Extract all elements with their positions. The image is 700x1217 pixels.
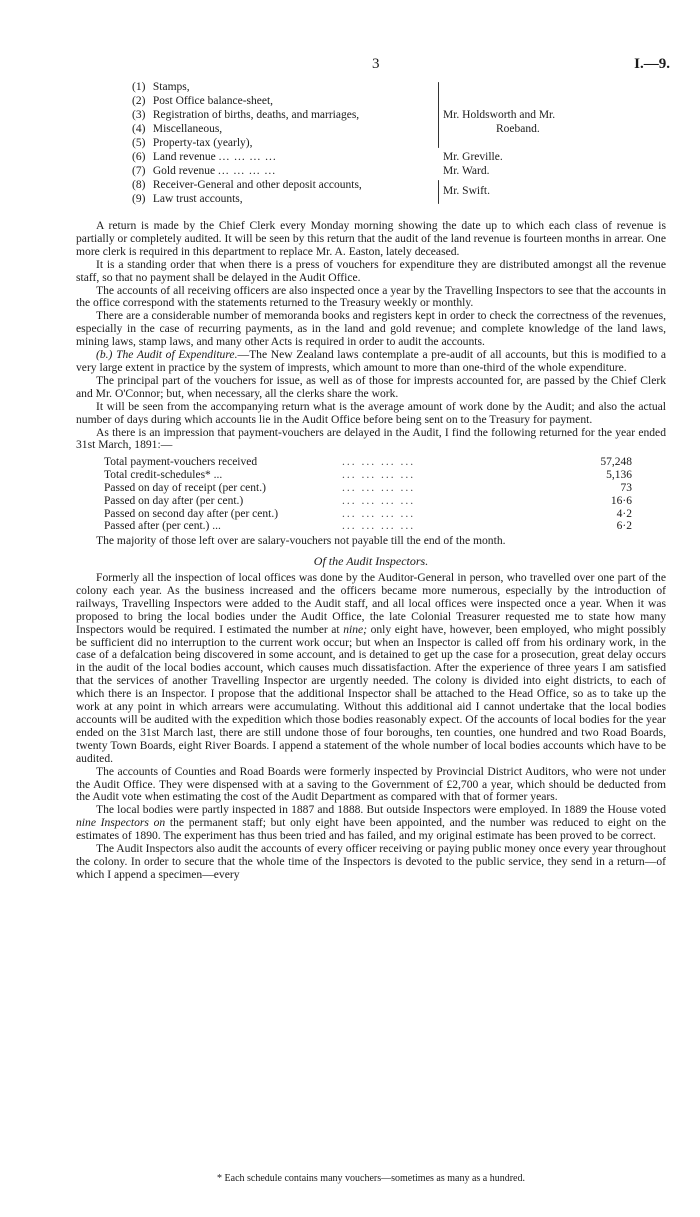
- page-number: 3: [372, 56, 380, 72]
- footnote: * Each schedule contains many vouchers—sometimes as many as a hundred.: [217, 1173, 525, 1184]
- table-note: The majority of those left over are salary-vouchers not payable till the end of the month.: [96, 534, 506, 548]
- list-item: (5) Property-tax (yearly),: [132, 137, 253, 149]
- brace-group-2: [438, 180, 439, 204]
- subsection-heading: (b.) The Audit of Expenditure.: [96, 348, 238, 362]
- paragraph: A return is made by the Chief Clerk every Monday morning showing the date up to which each class of revenue is partially or completely audited. It will be seen by this return that the audit of the land revenue is fourteen months in arrear. One more clerk is required in this department to replace Mr. A. Easton, lately deceased.: [76, 219, 666, 258]
- clerk-assignment: Mr. Swift.: [443, 185, 490, 197]
- table-row: Passed on day after (per cent.) ... ... ... ... 16·6: [104, 494, 632, 507]
- paragraph: It will be seen from the accompanying return what is the average amount of work done by the Audit; and also the actual number of days during which accounts lie in the Audit Office before being sent on to the Treasury for payment.: [76, 399, 666, 426]
- revenue-list: [76, 80, 666, 220]
- paragraph: It is a standing order that when there is a press of vouchers for expenditure they are distributed amongst all the revenue staff, so that no payment shall be delayed in the Audit Office.: [76, 257, 666, 284]
- list-item: (4) Miscellaneous,: [132, 123, 223, 135]
- table-row: Passed on second day after (per cent.) ... ... ... ... 4·2: [104, 507, 632, 520]
- list-item: (3) Registration of births, deaths, and marriages,: [132, 109, 360, 121]
- paragraph: The accounts of Counties and Road Boards were formerly inspected by Provincial District Auditors, who were not under the Audit Office. They were dispensed with at a saving to the Government of £2,700 a year, which should be deducted from the Audit vote when estimating the cost of the Audit Department as compared with that of former years.: [76, 764, 666, 804]
- paragraph: There are a considerable number of memoranda books and registers kept in order to check the correctness of the revenues, especially in the case of recurring payments, as in the land and gold revenue; and complete knowledge of the land laws, mining laws, stamp laws, and many other Acts is required in order to audit the accounts.: [76, 309, 666, 349]
- clerk-assignment: Mr. Greville.: [443, 151, 503, 163]
- list-item: (7) Gold revenue ... ... ... ...: [132, 165, 277, 177]
- list-item: (9) Law trust accounts,: [132, 193, 243, 205]
- list-item: (1) Stamps,: [132, 81, 190, 93]
- section-title: Of the Audit Inspectors.: [313, 554, 429, 568]
- clerk-assignment: Roeband.: [496, 123, 540, 135]
- paragraph: Formerly all the inspection of local offices was done by the Auditor-General in person, who travelled over one part of the colony each year. As the business increased and the officers became more numerous, especially by the introduction of railways, Travelling Inspectors were added to the Audit staff, and all local offices were inspected once a year. When it was proposed to bring the local bodies under the Audit Office, the late Colonial Treasurer requested me to state how many Inspectors would be required. I estimated the number at nine; only eight have, however, been employed, who might possibly be sufficient did no interruption to the current work occur; but when an Inspector is called off from his ordinary work, in the case of a defalcation being discovered in some account, and is detained to get up the case for a prosecution, great delay occurs in the audit of the local bodies account, which causes much dissatisfaction. After the experience of three years I am satisfied that the services of another Travelling Inspector are urgently needed. The colony is divided into eight districts, to each of which there is an Inspector. I propose that the additional Inspector shall be attached to the Head Office, so as to take up the work at any point in which arrears were accumulating. Without this additional aid I cannot undertake that the local bodies accounts will be audited with the expedition which those bodies reasonably expect. Of the accounts of local bodies for the year ended on the 31st March last, there are still undone those of four boroughs, ten counties, one hundred and two Road Boards, twenty Town Boards, eight River Boards. I append a statement of the whole number of local bodies accounts which have to be audited.: [76, 571, 666, 765]
- brace-group-1: [438, 82, 439, 148]
- paragraph: The principal part of the vouchers for issue, as well as of those for imprests accounted for, are passed by the Chief Clerk and Mr. O'Connor; but, when necessary, all the clerks share the work.: [76, 373, 666, 400]
- paragraph: The accounts of all receiving officers are also inspected once a year by the Travelling Inspectors to see that the accounts in the office correspond with the statements returned to the Treasury weekly or monthly.: [76, 283, 666, 310]
- list-item: (6) Land revenue ... ... ... ...: [132, 151, 277, 163]
- list-item: (2) Post Office balance-sheet,: [132, 95, 274, 107]
- table-row: Passed after (per cent.) ... ... ... ... ... 6·2: [104, 520, 632, 533]
- paragraph: The local bodies were partly inspected in 1887 and 1888. But outside Inspectors were employed. In 1889 the House voted nine Inspectors on the permanent staff; but only eight have been appointed, and the number was reduced to eight on the estimates of 1890. The experiment has thus been tried and has failed, and my original estimate has been proved to be correct.: [76, 803, 666, 843]
- voucher-return-table: [104, 456, 632, 533]
- clerk-assignment: Mr. Ward.: [443, 165, 490, 177]
- document-page: [76, 0, 670, 1184]
- paragraph: (b.) The Audit of Expenditure.—The New Zealand laws contemplate a pre-audit of all accounts, but this is modified to a very large extent in practice by the system of imprests, which amount to more than one-third of the whole expenditure.: [76, 348, 666, 374]
- list-item: (8) Receiver-General and other deposit accounts,: [132, 179, 362, 191]
- table-row: Total payment-vouchers received ... ... ... ... 57,248: [104, 456, 632, 469]
- document-reference: I.—9.: [634, 56, 670, 72]
- table-row: Total credit-schedules* ... ... ... ... ... 5,136: [104, 469, 632, 482]
- paragraph: The Audit Inspectors also audit the accounts of every officer receiving or paying public money once every year throughout the colony. In order to secure that the whole time of the Inspectors is devoted to the public service, they send in a return—of which I append a specimen—every: [76, 842, 666, 881]
- table-row: Passed on day of receipt (per cent.) ... ... ... ... 73: [104, 481, 632, 494]
- page-header: [76, 0, 670, 80]
- clerk-assignment: Mr. Holdsworth and Mr.: [443, 109, 556, 121]
- paragraph: As there is an impression that payment-vouchers are delayed in the Audit, I find the following returned for the year ended 31st March, 1891:—: [76, 425, 666, 452]
